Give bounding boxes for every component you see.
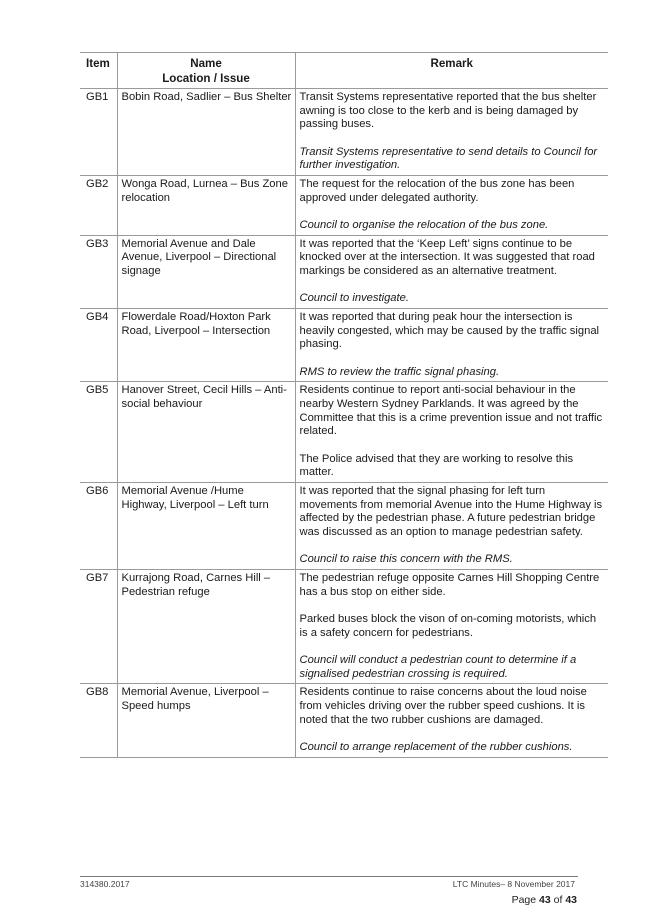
row-item-id: GB4: [80, 308, 117, 381]
table-body: [80, 89, 608, 758]
remark-action: Council to arrange replacement of the rubber cushions.: [299, 740, 573, 753]
remark-paragraph: It was reported that during peak hour the intersection is heavily congested, which may be caused by the traffic signal phasing.: [299, 310, 600, 351]
remark-paragraph: It was reported that the ‘Keep Left’ signs continue to be knocked over at the intersection. It was suggested that road markings be considered as an alternative treatment.: [299, 237, 595, 278]
header-name-line2: Location / Issue: [162, 72, 250, 85]
remark-paragraph: The request for the relocation of the bus zone has been approved under delegated authority.: [299, 178, 575, 204]
remark-action: Council to organise the relocation of the bus zone.: [299, 218, 549, 231]
table-row: [80, 308, 608, 381]
header-item: Item: [80, 53, 117, 89]
row-item-id: GB7: [80, 569, 117, 683]
row-remark: [295, 482, 608, 569]
remark-action: RMS to review the traffic signal phasing.: [299, 365, 500, 378]
table-row: [80, 89, 608, 176]
row-location-issue: Memorial Avenue, Liverpool – Speed humps: [117, 684, 295, 757]
page-current: 43: [539, 894, 551, 906]
row-remark: [295, 235, 608, 308]
remark-paragraph: The Police advised that they are working to resolve this matter.: [299, 452, 574, 479]
page-number: [512, 894, 577, 906]
row-item-id: GB5: [80, 382, 117, 483]
row-location-issue: Bobin Road, Sadlier – Bus Shelter: [117, 89, 295, 176]
remark-paragraph: Residents continue to raise concerns about the loud noise from vehicles driving over the rubber speed cushions. It is noted that the two rubber cushions are damaged.: [299, 686, 587, 726]
remark-paragraph: Residents continue to report anti-social behaviour in the nearby Western Sydney Parklands. It was agreed by the Committee that this is a crime prevention issue and not traffic related.: [299, 384, 603, 438]
row-remark: [295, 89, 608, 176]
row-remark: [295, 176, 608, 236]
header-name-line1: Name: [190, 57, 222, 70]
page-prefix: Page: [511, 894, 537, 906]
page-separator: of: [553, 894, 563, 906]
minutes-table: [80, 52, 608, 758]
table-row: [80, 176, 608, 236]
remark-action: Council to investigate.: [299, 292, 409, 305]
row-location-issue: Wonga Road, Lurnea – Bus Zone relocation: [117, 176, 295, 236]
row-location-issue: Flowerdale Road/Hoxton Park Road, Liverpool – Intersection: [117, 308, 295, 381]
remark-paragraph: Transit Systems representative reported that the bus shelter awning is too close to the kerb and is being damaged by passing buses.: [299, 91, 597, 131]
row-location-issue: Kurrajong Road, Carnes Hill – Pedestrian refuge: [117, 569, 295, 683]
page-total: 43: [565, 894, 577, 906]
row-location-issue: Memorial Avenue and Dale Avenue, Liverpool – Directional signage: [117, 235, 295, 308]
footer-divider: [80, 876, 578, 877]
table-row: [80, 382, 608, 483]
row-remark: [295, 308, 608, 381]
remark-action: Council will conduct a pedestrian count to determine if a signalised pedestrian crossing is required.: [299, 653, 577, 680]
table-row: [80, 569, 608, 683]
row-remark: [295, 569, 608, 683]
row-item-id: GB6: [80, 482, 117, 569]
remark-action: Transit Systems representative to send details to Council for further investigation.: [299, 145, 598, 172]
footer-doc-ref: 314380.2017: [80, 879, 130, 889]
row-item-id: GB3: [80, 235, 117, 308]
table-row: [80, 482, 608, 569]
remark-paragraph: Parked buses block the vison of on-coming motorists, which is a safety concern for pedestrians.: [299, 612, 597, 639]
row-item-id: GB1: [80, 89, 117, 176]
row-remark: [295, 684, 608, 757]
header-remark: Remark: [295, 53, 608, 89]
header-name: [117, 53, 295, 89]
table-row: [80, 684, 608, 757]
row-item-id: GB8: [80, 684, 117, 757]
row-remark: [295, 382, 608, 483]
remark-paragraph: The pedestrian refuge opposite Carnes Hill Shopping Centre has a bus stop on either side.: [299, 571, 600, 598]
remark-paragraph: It was reported that the signal phasing for left turn movements from memorial Avenue into the Hume Highway is affected by the pedestrian phase. A future pedestrian bridge was discussed as an option to manage pedestrian safety.: [299, 484, 603, 539]
row-item-id: GB2: [80, 176, 117, 236]
remark-action: Council to raise this concern with the RMS.: [299, 553, 513, 566]
footer-doc-title: LTC Minutes– 8 November 2017: [452, 879, 575, 889]
row-location-issue: Memorial Avenue /Hume Highway, Liverpool – Left turn: [117, 482, 295, 569]
table-header-row: [80, 53, 608, 89]
table-row: [80, 235, 608, 308]
row-location-issue: Hanover Street, Cecil Hills – Anti-social behaviour: [117, 382, 295, 483]
